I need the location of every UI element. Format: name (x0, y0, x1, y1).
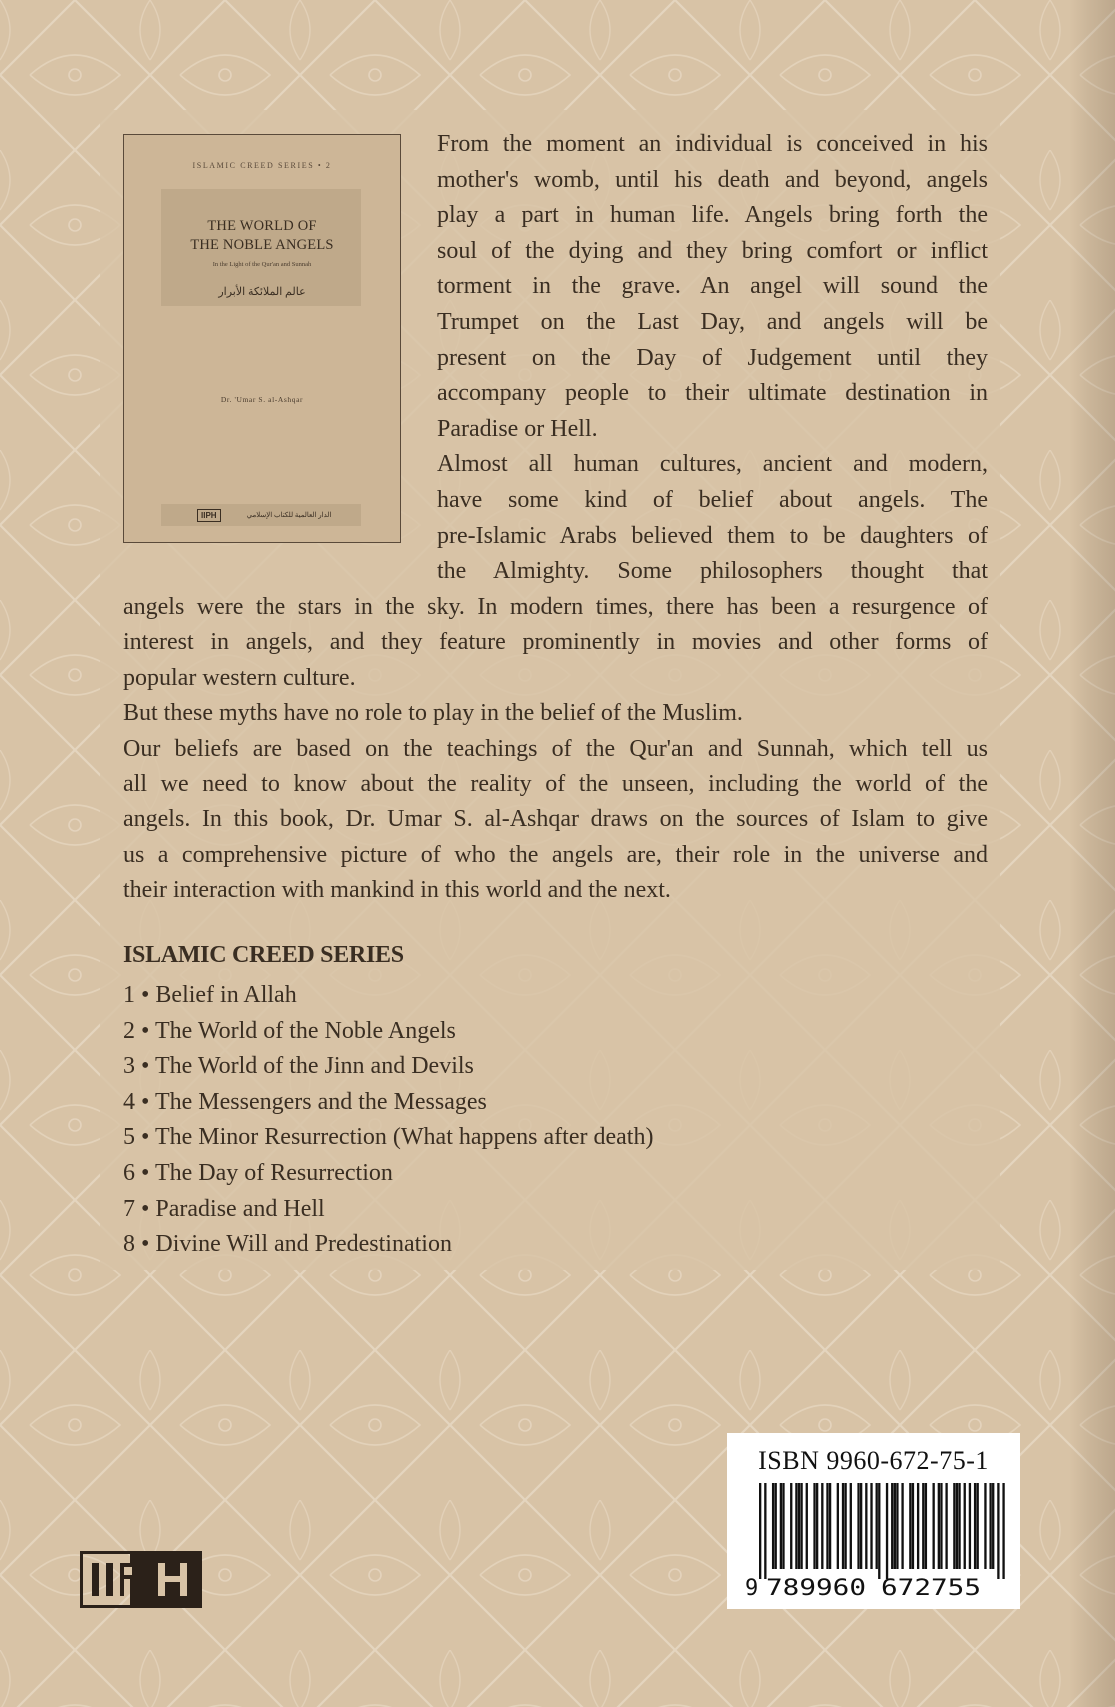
thumbnail-arabic-title: عالم الملائكة الأبرار (218, 286, 306, 298)
barcode-bar (1002, 1483, 1004, 1579)
ean-right-group: 672755 (881, 1576, 981, 1600)
description-wide (123, 590, 988, 909)
desc-line: angels. In this book, Dr. Umar S. al-Ashqar draws on the sources of Islam to give (123, 806, 988, 833)
barcode-bar (806, 1483, 808, 1569)
cover-thumbnail (123, 134, 401, 543)
barcode-bar (992, 1483, 994, 1569)
barcode-bar (790, 1483, 792, 1569)
barcode-bar (878, 1483, 880, 1579)
desc-line: angels were the stars in the sky. In modern times, there has been a resurgence of (123, 594, 988, 620)
barcode-bar (837, 1483, 839, 1569)
desc-line: accompany people to their ultimate destination in (437, 380, 988, 407)
desc-line: soul of the dying and they bring comfort or inflict (437, 237, 988, 264)
desc-line: play a part in human life. Angels bring forth the (437, 202, 988, 229)
desc-line: pre-Islamic Arabs believed them to be daughters of (437, 522, 988, 549)
series-heading: ISLAMIC CREED SERIES (123, 942, 404, 968)
description-narrow (437, 127, 988, 590)
barcode-bar (969, 1483, 971, 1569)
barcode-bar (922, 1483, 924, 1569)
desc-line: Paradise or Hell. (437, 415, 598, 442)
barcode-bar (876, 1483, 878, 1569)
barcode-bar (764, 1483, 766, 1579)
barcode-bar (842, 1483, 844, 1569)
barcode (745, 1483, 1005, 1600)
thumbnail-title (124, 217, 400, 255)
barcode-bar (780, 1483, 782, 1569)
desc-line: But these myths have no role to play in the belief of the Muslim. (123, 700, 743, 727)
barcode-bar (894, 1483, 896, 1569)
barcode-bar (860, 1483, 862, 1569)
barcode-bar (775, 1483, 777, 1569)
barcode-bar (829, 1483, 831, 1569)
barcode-bar (795, 1483, 797, 1569)
desc-line: us a comprehensive picture of who the angels are, their role in the universe and (123, 841, 988, 868)
barcode-bars (759, 1483, 1005, 1579)
barcode-bar (997, 1483, 999, 1579)
barcode-bar (821, 1483, 823, 1569)
desc-line: Trumpet on the Last Day, and angels will be (437, 308, 988, 335)
thumbnail-title-line2: THE NOBLE ANGELS (190, 237, 334, 253)
publisher-logo (80, 1551, 202, 1608)
thumbnail-series-label: ISLAMIC CREED SERIES • 2 (192, 161, 332, 170)
barcode-bar (759, 1483, 761, 1579)
barcode-bar (984, 1483, 986, 1569)
barcode-bar (909, 1483, 911, 1569)
thumbnail-footer (161, 504, 361, 526)
desc-line: their interaction with mankind in this world and the next. (123, 877, 671, 904)
barcode-bar (813, 1483, 815, 1569)
desc-line: popular western culture. (123, 664, 356, 691)
series-list (123, 978, 653, 1263)
thumbnail-publisher-logo: IIPH (197, 509, 221, 522)
desc-line: Our beliefs are based on the teachings of the Qur'an and Sunnah, which tell us (123, 735, 988, 762)
barcode-bar (940, 1483, 942, 1569)
barcode-bar (938, 1483, 940, 1569)
barcode-bar (816, 1483, 818, 1569)
series-item: 7 • Paradise and Hell (123, 1195, 325, 1222)
ean-left-group: 789960 (766, 1576, 866, 1600)
thumbnail-publisher-arabic: الدار العالمية للكتاب الإسلامي (246, 511, 332, 519)
barcode-bar (844, 1483, 846, 1569)
desc-line: present on the Day of Judgement until they (437, 344, 988, 371)
spine-edge (1069, 0, 1115, 1707)
desc-line: torment in the grave. An angel will sound the (437, 273, 988, 300)
series-item: 1 • Belief in Allah (123, 982, 297, 1008)
series-item: 5 • The Minor Resurrection (What happens after death) (123, 1124, 654, 1151)
series-item: 6 • The Day of Resurrection (123, 1159, 393, 1186)
barcode-bar (953, 1483, 955, 1569)
barcode-bar (977, 1483, 979, 1569)
barcode-bar (912, 1483, 914, 1569)
desc-line: mother's womb, until his death and beyond, angels (437, 166, 988, 193)
isbn-barcode-box (727, 1433, 1020, 1609)
barcode-bar (989, 1483, 991, 1569)
desc-line: the Almighty. Some philosophers thought that (437, 558, 988, 585)
desc-line: have some kind of belief about angels. The (437, 486, 988, 513)
barcode-bar (901, 1483, 903, 1569)
series-item: 3 • The World of the Jinn and Devils (123, 1053, 474, 1080)
thumbnail-author: Dr. 'Umar S. al-Ashqar (220, 395, 304, 404)
barcode-bar (945, 1483, 947, 1569)
desc-line: From the moment an individual is conceived in his (437, 131, 988, 157)
barcode-bar (850, 1483, 852, 1569)
thumbnail-title-line1: THE WORLD OF (207, 218, 317, 234)
barcode-bar (870, 1483, 872, 1569)
barcode-bar (958, 1483, 960, 1569)
barcode-bar (782, 1483, 784, 1569)
barcode-bar (925, 1483, 927, 1569)
barcode-bar (974, 1483, 976, 1569)
barcode-bar (826, 1483, 828, 1569)
barcode-bar (857, 1483, 859, 1569)
desc-line: all we need to know about the reality of the unseen, including the world of the (123, 770, 988, 797)
barcode-bar (956, 1483, 958, 1569)
barcode-bar (800, 1483, 802, 1569)
series-item: 2 • The World of the Noble Angels (123, 1017, 456, 1044)
series-item: 4 • The Messengers and the Messages (123, 1088, 487, 1115)
desc-line: interest in angels, and they feature prominently in movies and other forms of (123, 629, 988, 656)
iiph-logo-graphic (80, 1551, 202, 1608)
barcode-bar (891, 1483, 893, 1569)
barcode-bar (865, 1483, 867, 1569)
barcode-bar (772, 1483, 774, 1569)
barcode-bar (932, 1483, 934, 1569)
desc-line: Almost all human cultures, ancient and modern, (437, 451, 988, 478)
barcode-bar (917, 1483, 919, 1569)
isbn-label: ISBN 9960-672-75-1 (758, 1446, 989, 1475)
ean-first-digit: 9 (745, 1576, 759, 1600)
thumbnail-subtitle: In the Light of the Qur'an and Sunnah (212, 261, 312, 268)
barcode-bar (886, 1483, 888, 1579)
barcode-bar (798, 1483, 800, 1569)
series-item: 8 • Divine Will and Predestination (123, 1231, 452, 1258)
barcode-bar (896, 1483, 898, 1569)
barcode-bar (964, 1483, 966, 1569)
